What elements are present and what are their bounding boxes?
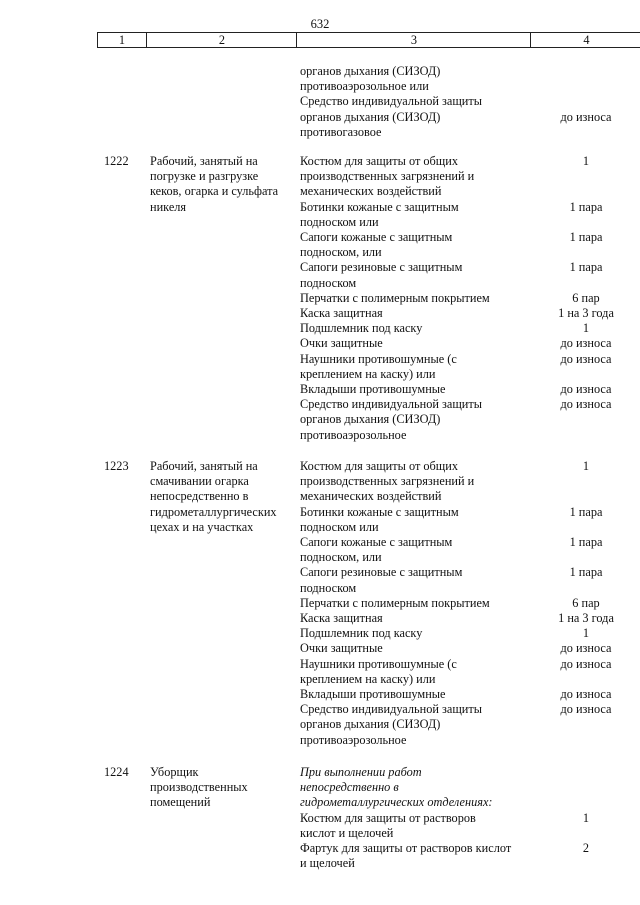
equipment-item: Сапоги кожаные с защитным подноском, или <box>300 230 453 260</box>
equipment-item: Подшлемник под каску <box>300 626 423 641</box>
equipment-quantity: 1 <box>582 459 590 473</box>
equipment-quantity: до износа <box>560 702 612 717</box>
equipment-quantity: 1 пара <box>569 504 603 519</box>
equipment-item: Фартук для защиты от растворов кислот и щелочей <box>300 841 512 871</box>
equipment-quantity: до износа <box>560 351 612 366</box>
row-number: 1224 <box>104 765 129 779</box>
equipment-quantity: до износа <box>560 687 612 701</box>
equipment-quantity: 1 <box>582 626 590 641</box>
equipment-item: Сапоги кожаные с защитным подноском, или <box>300 535 453 565</box>
equipment-item: Очки защитные <box>300 336 383 351</box>
equipment-item: Перчатки с полимерным покрытием <box>300 290 490 305</box>
equipment-quantity: 1 на 3 года <box>558 611 614 625</box>
equipment-item: Ботинки кожаные с защитным подноском или <box>300 199 459 229</box>
equipment-item: Каска защитная <box>300 306 383 320</box>
row-number: 1222 <box>104 154 129 168</box>
header-col-4: 4 <box>530 33 640 47</box>
equipment-item: Костюм для защиты от общих производственных загрязнений и механических воздействий <box>300 459 475 504</box>
equipment-quantity: 1 пара <box>569 230 603 244</box>
equipment-item: Вкладыши противошумные <box>300 382 446 396</box>
equipment-quantity: до износа <box>560 397 612 412</box>
equipment-item: Средство индивидуальной защиты органов дыхания (СИЗОД) противоаэрозольное <box>300 702 483 747</box>
equipment-quantity: до износа <box>560 109 612 124</box>
equipment-item: Костюм для защиты от общих производственных загрязнений и механических воздействий <box>300 154 475 199</box>
table-header <box>97 32 640 48</box>
condition-note: При выполнении работ непосредственно в гидрометаллургических отделениях: <box>300 765 493 810</box>
equipment-quantity: до износа <box>560 336 612 351</box>
equipment-item: Каска защитная <box>300 611 383 625</box>
equipment-quantity: 1 <box>582 810 590 825</box>
page-number: 632 <box>310 17 330 31</box>
equipment-item: Наушники противошумные (с креплением на каску) или <box>300 351 457 381</box>
equipment-item: Ботинки кожаные с защитным подноском или <box>300 504 459 534</box>
equipment-item: Вкладыши противошумные <box>300 687 446 701</box>
equipment-quantity: 1 пара <box>569 565 603 580</box>
equipment-quantity: 6 пар <box>572 595 600 610</box>
equipment-quantity: 2 <box>582 841 590 855</box>
equipment-item: Наушники противошумные (с креплением на каску) или <box>300 656 457 686</box>
equipment-quantity: 1 <box>582 154 590 168</box>
position-title: Уборщик производственных помещений <box>150 765 248 810</box>
equipment-quantity: до износа <box>560 656 612 671</box>
position-title: Рабочий, занятый на погрузке и разгрузке кеков, огарка и сульфата никеля <box>150 154 279 214</box>
equipment-quantity: до износа <box>560 641 612 656</box>
equipment-quantity: 1 пара <box>569 260 603 275</box>
equipment-item: Подшлемник под каску <box>300 321 423 336</box>
row-number: 1223 <box>104 459 129 473</box>
equipment-item: Очки защитные <box>300 641 383 656</box>
equipment-quantity: до износа <box>560 382 612 396</box>
header-col-1: 1 <box>118 33 126 47</box>
equipment-item: органов дыхания (СИЗОД) противоаэрозольное или <box>300 64 441 94</box>
equipment-quantity: 1 на 3 года <box>558 306 614 320</box>
equipment-quantity: 1 пара <box>569 199 603 214</box>
header-col-3: 3 <box>296 33 531 47</box>
equipment-item: Сапоги резиновые с защитным подноском <box>300 565 463 595</box>
equipment-item: Средство индивидуальной защиты органов дыхания (СИЗОД) противоаэрозольное <box>300 397 483 442</box>
equipment-item: Средство индивидуальной защиты органов дыхания (СИЗОД) противогазовое <box>300 94 483 139</box>
equipment-quantity: 1 <box>582 321 590 336</box>
header-col-2: 2 <box>146 33 297 47</box>
equipment-item: Сапоги резиновые с защитным подноском <box>300 260 463 290</box>
equipment-quantity: 1 пара <box>569 535 603 549</box>
position-title: Рабочий, занятый на смачивании огарка непосредственно в гидрометаллургических цехах и на участках <box>150 459 277 534</box>
equipment-item: Перчатки с полимерным покрытием <box>300 595 490 610</box>
equipment-quantity: 6 пар <box>572 290 600 305</box>
equipment-item: Костюм для защиты от растворов кислот и щелочей <box>300 810 476 840</box>
